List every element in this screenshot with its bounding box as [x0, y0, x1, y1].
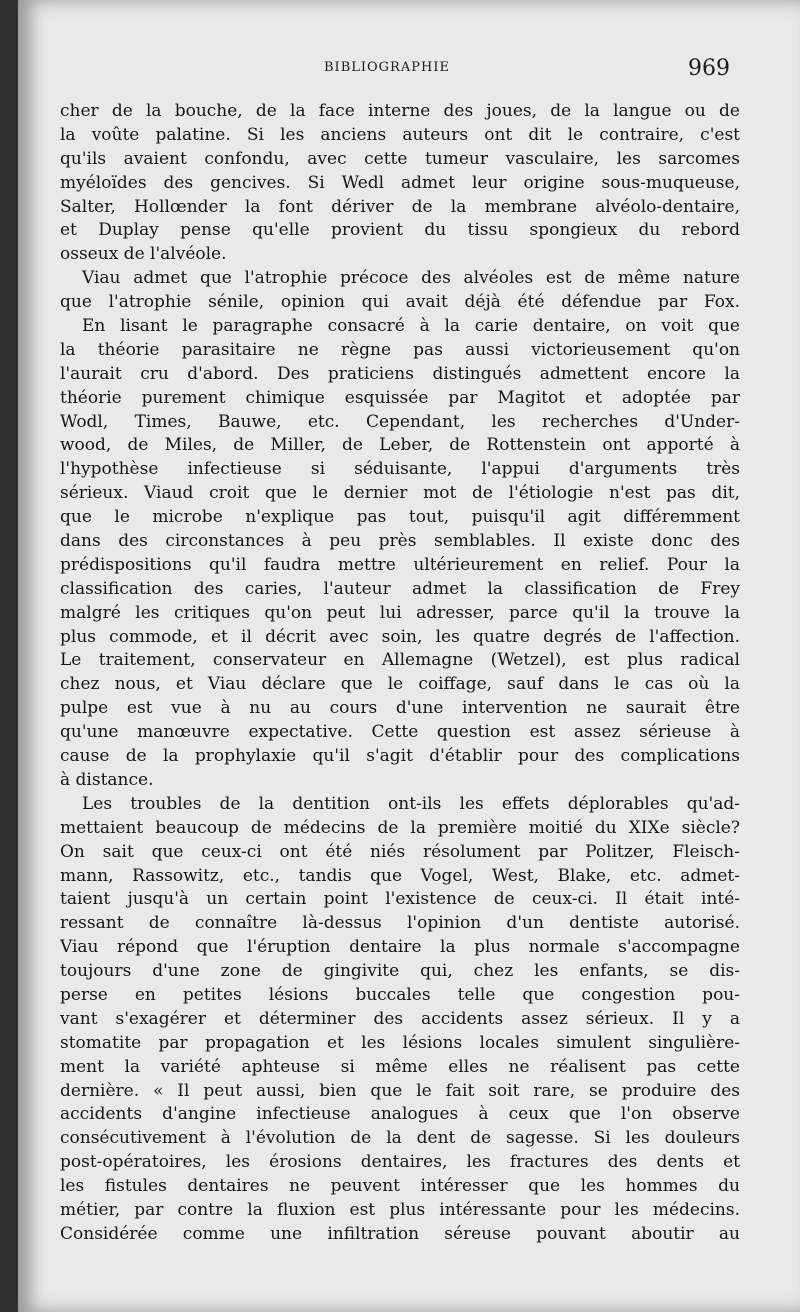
- text-line: Considérée comme une infiltration séreuse pouvant aboutir au: [60, 1223, 740, 1244]
- text-line: myéloïdes des gencives. Si Wedl admet leur origine sous-muqueuse,: [60, 172, 740, 193]
- text-line: malgré les critiques qu'on peut lui adresser, parce qu'il la trouve la: [60, 602, 740, 623]
- body-text: [60, 100, 740, 1247]
- text-line: théorie purement chimique esquissée par Magitot et adoptée par: [60, 387, 740, 408]
- text-line: dernière. « Il peut aussi, bien que le fait soit rare, se produire des: [60, 1080, 740, 1101]
- text-line: dans des circonstances à peu près semblables. Il existe donc des: [60, 531, 740, 552]
- text-line: Wodl, Times, Bauwe, etc. Cependant, les recherches d'Under-: [60, 411, 740, 432]
- text-line: cause de la prophylaxie qu'il s'agit d'établir pour des complications: [60, 746, 740, 767]
- page-header: [18, 56, 800, 86]
- text-line: accidents d'angine infectieuse analogues à ceux que l'on observe: [60, 1104, 740, 1125]
- text-line: ment la variété aphteuse si même elles ne réalisent pas cette: [60, 1056, 740, 1077]
- text-line: les fistules dentaires ne peuvent intéresser que les hommes du: [60, 1176, 740, 1197]
- text-line: perse en petites lésions buccales telle que congestion pou-: [60, 984, 740, 1005]
- page-number: 969: [688, 56, 730, 81]
- text-line: ressant de connaître là-dessus l'opinion d'un dentiste autorisé.: [60, 913, 740, 934]
- text-line: métier, par contre la fluxion est plus intéressante pour les médecins.: [60, 1199, 740, 1220]
- text-line: taient jusqu'à un certain point l'existence de ceux-ci. Il était inté-: [60, 889, 740, 910]
- running-head: BIBLIOGRAPHIE: [324, 60, 450, 75]
- text-line: Viau admet que l'atrophie précoce des alvéoles est de même nature: [82, 268, 740, 289]
- text-line: que le microbe n'explique pas tout, puisqu'il agit différemment: [60, 507, 740, 528]
- text-line: prédispositions qu'il faudra mettre ultérieurement en relief. Pour la: [60, 554, 740, 575]
- text-line: que l'atrophie sénile, opinion qui avait déjà été défendue par Fox.: [60, 292, 740, 313]
- text-line: En lisant le paragraphe consacré à la carie dentaire, on voit que: [82, 316, 740, 337]
- book-page: [18, 0, 800, 1312]
- text-line: Viau répond que l'éruption dentaire la plus normale s'accompagne: [60, 937, 740, 958]
- text-line: cher de la bouche, de la face interne des joues, de la langue ou de: [60, 101, 740, 121]
- text-line: la théorie parasitaire ne règne pas aussi victorieusement qu'on: [60, 339, 740, 360]
- text-line: consécutivement à l'évolution de la dent de sagesse. Si les douleurs: [60, 1128, 740, 1149]
- text-line: post-opératoires, les érosions dentaires, les fractures des dents et: [60, 1152, 740, 1173]
- text-line: l'hypothèse infectieuse si séduisante, l'appui d'arguments très: [60, 459, 740, 480]
- text-line: wood, de Miles, de Miller, de Leber, de Rottenstein ont apporté à: [60, 435, 740, 456]
- text-line: qu'ils avaient confondu, avec cette tumeur vasculaire, les sarcomes: [60, 148, 740, 169]
- text-line: plus commode, et il décrit avec soin, les quatre degrés de l'affection.: [60, 626, 740, 647]
- text-line: vant s'exagérer et déterminer des accidents assez sérieux. Il y a: [60, 1008, 740, 1029]
- text-line: à distance.: [60, 769, 154, 790]
- text-line: et Duplay pense qu'elle provient du tissu spongieux du rebord: [60, 220, 740, 241]
- text-line: osseux de l'alvéole.: [60, 244, 227, 265]
- text-line: On sait que ceux-ci ont été niés résolument par Politzer, Fleisch-: [60, 841, 740, 862]
- text-line: Salter, Hollœnder la font dériver de la membrane alvéolo-dentaire,: [60, 196, 740, 217]
- text-line: qu'une manœuvre expectative. Cette question est assez sérieuse à: [60, 722, 740, 743]
- text-line: pulpe est vue à nu au cours d'une intervention ne saurait être: [60, 698, 740, 719]
- text-line: classification des caries, l'auteur admet la classification de Frey: [60, 578, 740, 599]
- text-line: l'aurait cru d'abord. Des praticiens distingués admettent encore la: [60, 363, 740, 384]
- text-line: chez nous, et Viau déclare que le coiffage, sauf dans le cas où la: [60, 674, 740, 695]
- text-line: toujours d'une zone de gingivite qui, chez les enfants, se dis-: [60, 961, 740, 982]
- text-line: Le traitement, conservateur en Allemagne (Wetzel), est plus radical: [60, 650, 740, 671]
- text-line: sérieux. Viaud croit que le dernier mot de l'étiologie n'est pas dit,: [60, 483, 740, 504]
- text-line: Les troubles de la dentition ont-ils les effets déplorables qu'ad-: [82, 793, 740, 814]
- text-line: mann, Rassowitz, etc., tandis que Vogel, West, Blake, etc. admet-: [60, 865, 740, 886]
- text-line: la voûte palatine. Si les anciens auteurs ont dit le contraire, c'est: [60, 124, 740, 145]
- text-line: mettaient beaucoup de médecins de la première moitié du XIXe siècle?: [60, 817, 740, 838]
- text-line: stomatite par propagation et les lésions locales simulent singulière-: [60, 1032, 740, 1053]
